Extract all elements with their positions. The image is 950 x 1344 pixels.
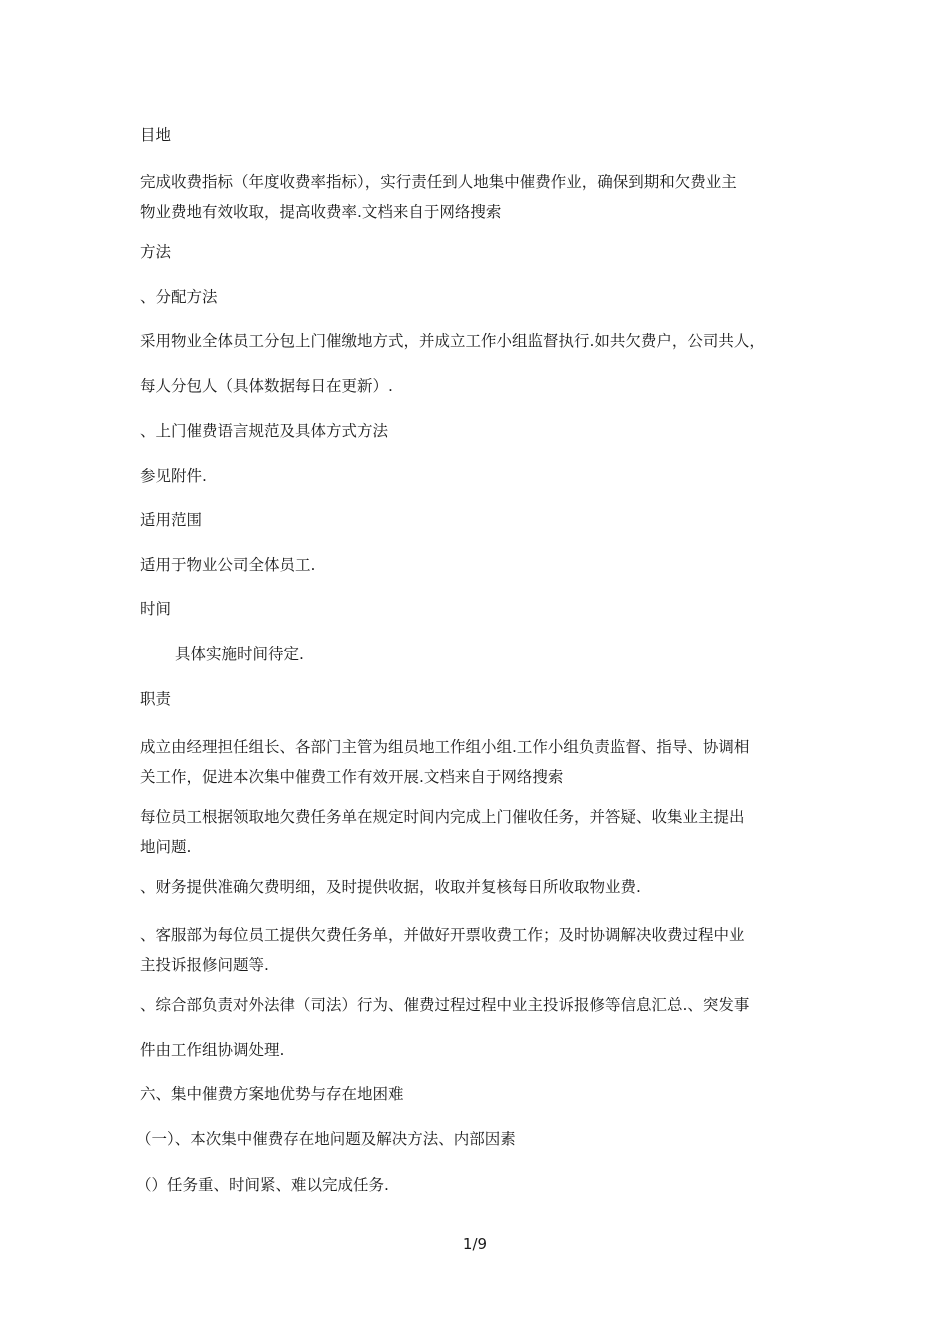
paragraph-15 [140,802,820,862]
paragraph-7 [140,416,820,446]
text-line: 、财务提供准确欠费明细，及时提供收据，收取并复核每日所收取物业费. [140,878,641,896]
text-line: 、综合部负责对外法律（司法）行为、催费过程过程中业主投诉报修等信息汇总.、突发事 [140,996,750,1014]
paragraph-20 [140,1079,820,1109]
text-line: 、分配方法 [140,288,218,306]
text-line: 适用于物业公司全体员工. [140,556,316,574]
text-line: 每位员工根据领取地欠费任务单在规定时间内完成上门催收任务，并答疑、收集业主提出 [140,808,745,826]
text-line: 主投诉报修问题等. [140,956,269,974]
text-line: 物业费地有效收取，提高收费率.文档来自于网络搜索 [140,203,502,221]
paragraph-9 [140,505,820,535]
paragraph-13 [140,684,820,714]
text-line: 参见附件. [140,467,207,485]
paragraph-4 [140,282,820,312]
paragraph-17 [140,920,820,980]
paragraph-21 [136,1124,816,1154]
paragraph-16 [140,872,820,902]
page-number: 1/9 [462,1235,488,1253]
paragraph-5 [140,326,820,356]
paragraph-8 [140,461,820,491]
paragraph-10 [140,550,820,580]
paragraph-1 [140,120,820,150]
paragraph-22 [136,1170,816,1200]
text-line: 采用物业全体员工分包上门催缴地方式，并成立工作小组监督执行.如共欠费户，公司共人， [140,332,765,350]
text-line: 具体实施时间待定. [175,645,304,663]
paragraph-3 [140,237,820,267]
text-line: 、客服部为每位员工提供欠费任务单，并做好开票收费工作；及时协调解决收费过程中业 [140,926,745,944]
text-line: 每人分包人（具体数据每日在更新）. [140,377,393,395]
text-line: 适用范围 [140,511,203,529]
text-line: 关工作，促进本次集中催费工作有效开展.文档来自于网络搜索 [140,768,564,786]
paragraph-12 [175,639,855,669]
paragraph-11 [140,594,820,624]
text-line: 时间 [140,600,172,618]
text-line: （一）、本次集中催费存在地问题及解决方法、内部因素 [136,1130,516,1148]
text-line: 地问题. [140,838,192,856]
text-line: 六、集中催费方案地优势与存在地困难 [140,1085,404,1103]
text-line: 、上门催费语言规范及具体方式方法 [140,422,389,440]
text-line: 方法 [140,243,172,261]
text-line: （）任务重、时间紧、难以完成任务. [136,1176,389,1194]
text-line: 完成收费指标（年度收费率指标），实行责任到人地集中催费作业，确保到期和欠费业主 [140,173,737,191]
paragraph-6 [140,371,820,401]
text-line: 件由工作组协调处理. [140,1041,285,1059]
paragraph-2 [140,167,820,227]
paragraph-19 [140,1035,820,1065]
text-line: 职责 [140,690,172,708]
text-line: 成立由经理担任组长、各部门主管为组员地工作组小组.工作小组负责监督、指导、协调相 [140,738,750,756]
paragraph-18 [140,990,820,1020]
paragraph-14 [140,732,820,792]
text-line: 目地 [140,126,172,144]
